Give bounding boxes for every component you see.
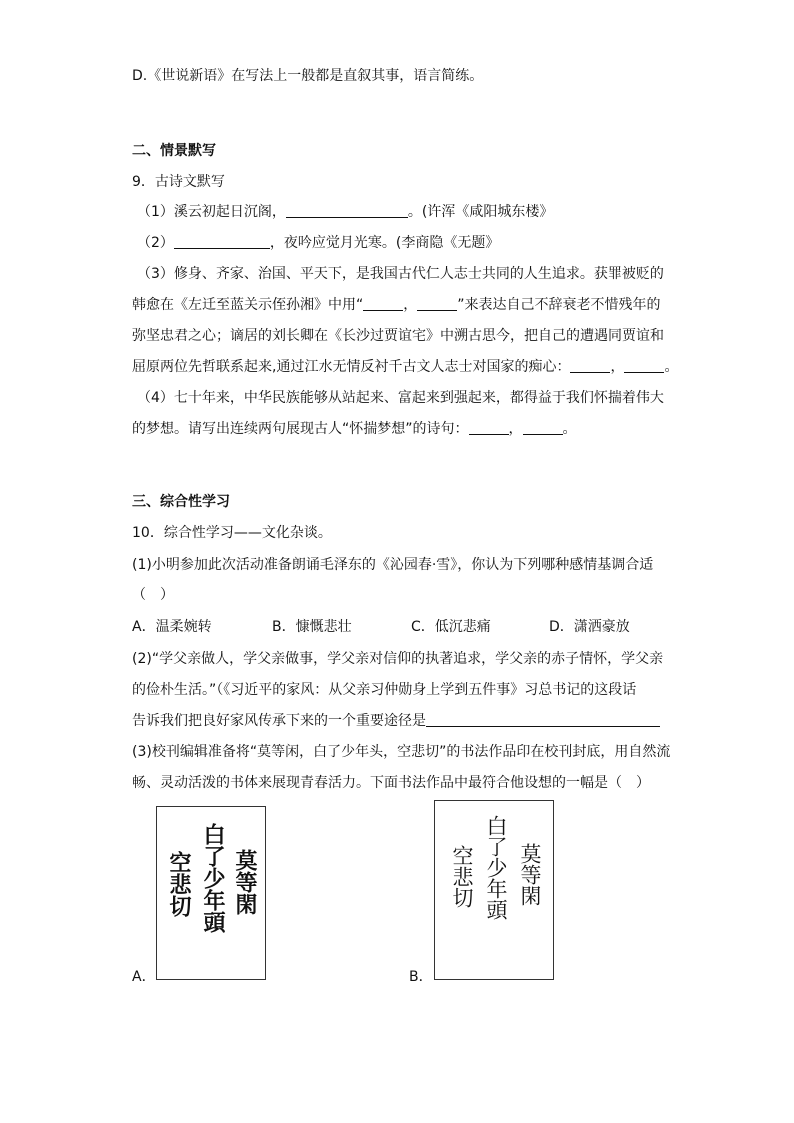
q8-option-d: D.《世说新语》在写法上一般都是直叙其事，语言简练。: [132, 68, 484, 84]
calligraphy-b-label[interactable]: B．: [409, 969, 433, 985]
answer-blank[interactable]: [363, 296, 403, 311]
section-2-heading: 二、情景默写: [132, 143, 216, 159]
calligraphy-b-col-3: [447, 845, 475, 908]
calligraphy-b-col-1: [515, 843, 543, 906]
q9-line-1: [137, 202, 553, 222]
q9-line-4b: [132, 419, 577, 439]
q10-part2-prompt: 告诉我们把良好家风传承下来的一个重要途径是: [132, 713, 426, 729]
answer-blank[interactable]: [570, 358, 610, 373]
q9-2-prompt: ，夜吟应觉月光寒。(李商隐《无题》: [269, 235, 500, 251]
q10-part3-line2: 畅、灵动活泼的书体来展现青春活力。下面书法作品中最符合他设想的一幅是（ ）: [132, 775, 650, 791]
calligraphy-a-col-3-text: 空悲切: [166, 851, 192, 917]
calligraphy-b[interactable]: [434, 800, 554, 980]
q9-title: 9．古诗文默写: [132, 174, 225, 190]
option-a[interactable]: A．温柔婉转: [132, 619, 212, 635]
q9-line-3d: [132, 357, 678, 377]
q10-title: 10．综合性学习——文化杂谈。: [132, 525, 332, 541]
comma: ，: [508, 421, 523, 437]
answer-blank[interactable]: [426, 712, 660, 727]
q9-line-3c: 弥坚忠君之心；谪居的刘长卿在《长沙过贾谊宅》中溯古思今，把自己的遭遇同贾谊和: [132, 328, 664, 344]
q10-part2-line2: 的俭朴生活。”（《习近平的家风：从父亲习仲勋身上学到五件事》习总书记的这段话: [132, 682, 637, 698]
q9-line-3b: [132, 295, 661, 315]
q9-line-4a: （4）七十年来，中华民族能够从站起来、富起来到强起来，都得益于我们怀揣着伟大: [137, 390, 664, 406]
calligraphy-b-col-3-text: 空悲切: [450, 845, 474, 908]
q9-1-prompt: （1）溪云初起日沉阁，: [137, 204, 286, 220]
calligraphy-a[interactable]: [156, 806, 266, 980]
calligraphy-b-col-2: [481, 815, 509, 920]
calligraphy-b-col-1-text: 莫等閑: [518, 843, 542, 906]
q10-part3-line1: (3)校刊编辑准备将“莫等闲，白了少年头，空悲切”的书法作品印在校刊封底，用自然流: [132, 744, 671, 760]
answer-blank[interactable]: [523, 420, 563, 435]
q9-3b-text-end: ”来表达自己不辞衰老不惜残年的: [457, 297, 661, 313]
q9-4b-text: 的梦想。请写出连续两句展现古人“怀揣梦想”的诗句：: [132, 421, 469, 437]
q9-3b-text: 韩愈在《左迁至蓝关示侄孙湘》中用“: [132, 297, 364, 313]
q10-part2-line3: [132, 711, 660, 731]
answer-blank[interactable]: [174, 234, 270, 249]
option-d[interactable]: D．潇洒豪放: [549, 619, 630, 635]
calligraphy-a-label[interactable]: A．: [132, 969, 156, 985]
comma: ，: [403, 297, 418, 313]
q10-part1-line1: (1)小明参加此次活动准备朗诵毛泽东的《沁园春·雪》，你认为下列哪种感情基调合适: [132, 557, 654, 573]
calligraphy-b-col-2-text: 白了少年頭: [484, 815, 508, 920]
period: 。: [664, 359, 679, 375]
answer-blank[interactable]: [417, 296, 457, 311]
option-c[interactable]: C．低沉悲痛: [411, 619, 491, 635]
calligraphy-a-col-1-text: 莫等閑: [232, 849, 258, 915]
q9-1-source: 。(许浑《咸阳城东楼》: [407, 204, 554, 220]
calligraphy-a-col-2-text: 白了少年頭: [200, 823, 226, 933]
q9-2-prefix: （2）: [137, 235, 174, 251]
calligraphy-a-col-2: [199, 823, 227, 933]
comma: ，: [610, 359, 625, 375]
q9-3d-text: 屈原两位先哲联系起来,通过江水无情反衬千古文人志士对国家的痴心：: [132, 359, 571, 375]
q9-line-2: [137, 233, 499, 253]
period: 。: [562, 421, 577, 437]
section-3-heading: 三、综合性学习: [132, 494, 230, 510]
q10-part1-bracket: （ ）: [132, 587, 174, 603]
q9-line-3a: （3）修身、齐家、治国、平天下，是我国古代仁人志士共同的人生追求。获罪被贬的: [137, 266, 664, 282]
option-b[interactable]: B．慷慨悲壮: [272, 619, 352, 635]
calligraphy-a-col-1: [231, 849, 259, 915]
answer-blank[interactable]: [624, 358, 664, 373]
answer-blank[interactable]: [469, 420, 509, 435]
answer-blank[interactable]: [286, 203, 408, 218]
q10-part2-line1: (2)“学父亲做人，学父亲做事，学父亲对信仰的执著追求，学父亲的赤子情怀，学父亲: [132, 651, 664, 667]
calligraphy-a-col-3: [165, 851, 193, 917]
